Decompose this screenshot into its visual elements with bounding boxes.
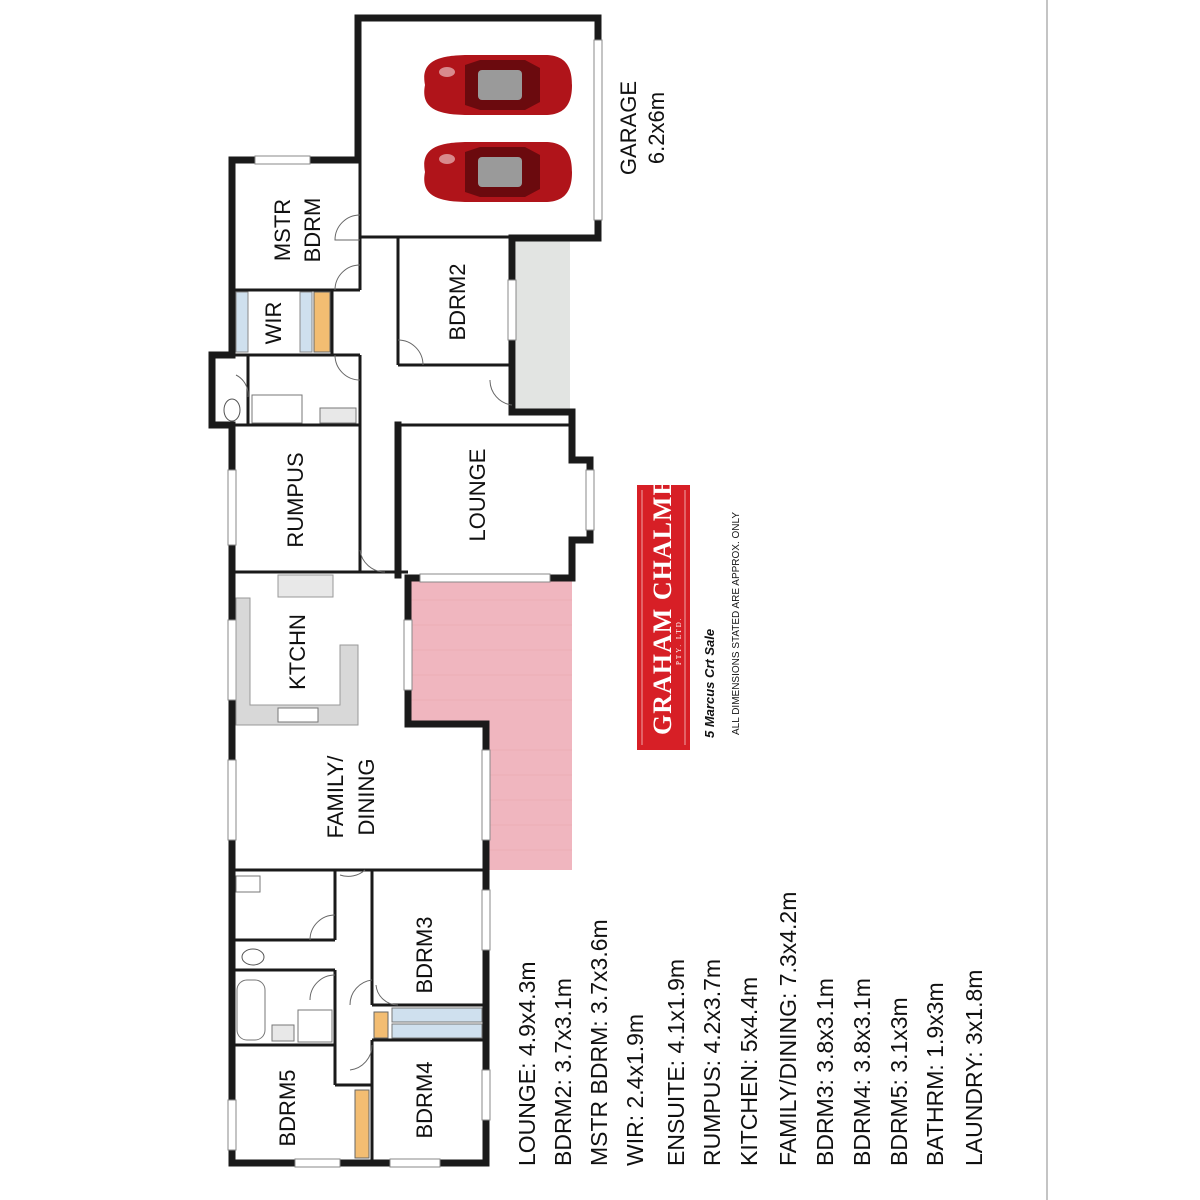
brand-suffix: PTY. LTD.: [675, 616, 683, 665]
brand-logo: [637, 457, 690, 750]
ensuite-vanity: [320, 408, 356, 423]
bdrm3-label: BDRM3: [412, 916, 437, 994]
toilet-icon: [224, 399, 240, 421]
listing-title: 5 Marcus Crt Sale: [702, 628, 717, 738]
kitchen-sink: [278, 708, 318, 722]
bdrm2-label: BDRM2: [445, 263, 470, 341]
bdrm5-robe: [355, 1090, 369, 1158]
listing-disclaimer: ALL DIMENSIONS STATED ARE APPROX. ONLY: [731, 511, 742, 735]
laundry-tub: [236, 876, 260, 892]
legend-item: KITCHEN: 5x4.4m: [736, 976, 762, 1166]
kitchen-cooktop: [278, 575, 333, 597]
wir-shelf: [236, 292, 248, 352]
kitchen-label: KTCHN: [285, 614, 310, 690]
legend-item: ENSUITE: 4.1x1.9m: [663, 958, 689, 1166]
wir-label: WIR: [261, 301, 286, 345]
legend-item: LOUNGE: 4.9x4.3m: [514, 961, 540, 1166]
bathtub: [237, 980, 265, 1040]
legend-item: MSTR BDRM: 3.7x3.6m: [586, 919, 612, 1166]
family-dining-label: FAMILY/: [323, 755, 348, 839]
family-dining-label-2: DINING: [354, 758, 379, 836]
garage-label: GARAGE: [616, 80, 641, 176]
wir-cabinet: [314, 292, 330, 352]
bath-shower: [298, 1010, 332, 1042]
mstr-bdrm-label: MSTR: [270, 198, 295, 262]
legend-item: LAUNDRY: 3x1.8m: [961, 969, 987, 1166]
legend-item: BDRM4: 3.8x3.1m: [849, 978, 875, 1166]
bdrm3-robe: [392, 1008, 482, 1022]
side-path: [516, 240, 570, 412]
bdrm4-label: BDRM4: [412, 1061, 437, 1139]
ensuite-shower: [252, 395, 302, 423]
bath-vanity: [272, 1025, 294, 1041]
wir-shelf: [300, 292, 312, 352]
legend-item: BATHRM: 1.9x3m: [922, 982, 948, 1166]
toilet-icon: [242, 949, 264, 965]
legend-item: RUMPUS: 4.2x3.7m: [699, 958, 725, 1166]
legend-item: WIR: 2.4x1.9m: [622, 1013, 648, 1166]
dimensions-legend: [514, 892, 987, 1166]
legend-item: BDRM3: 3.8x3.1m: [812, 978, 838, 1166]
bdrm5-label: BDRM5: [275, 1069, 300, 1147]
bdrm4-robe: [392, 1024, 482, 1038]
legend-item: BDRM5: 3.1x3m: [886, 997, 912, 1166]
rumpus-label: RUMPUS: [283, 452, 308, 548]
legend-item: FAMILY/DINING: 7.3x4.2m: [775, 891, 801, 1166]
lounge-label: LOUNGE: [465, 448, 490, 542]
brand-name: GRAHAM CHALMER: [648, 457, 677, 735]
legend-item: BDRM2: 3.7x3.1m: [550, 978, 576, 1166]
linen-cabinet: [374, 1012, 388, 1038]
mstr-bdrm-label-2: BDRM: [300, 197, 325, 263]
car-icon: [424, 142, 572, 202]
garage-dim-label: 6.2x6m: [644, 91, 669, 165]
car-icon: [424, 55, 572, 115]
